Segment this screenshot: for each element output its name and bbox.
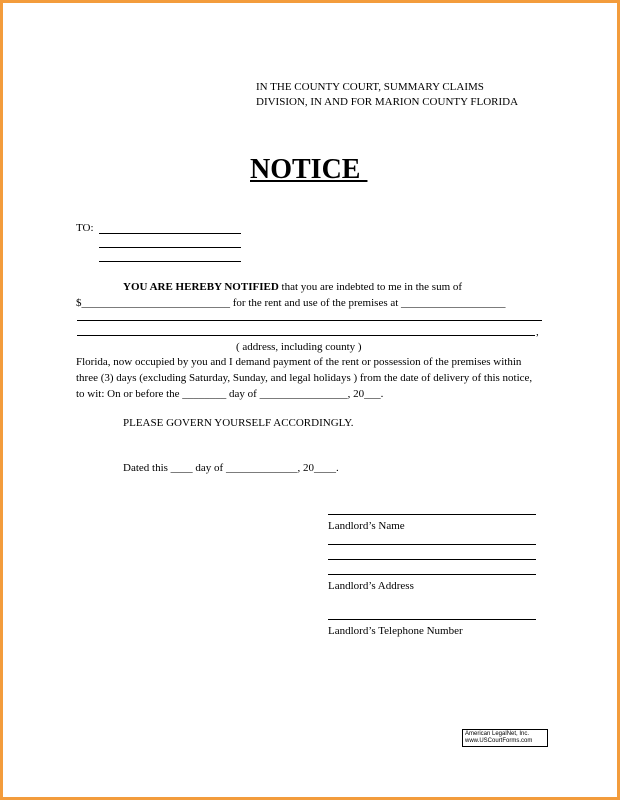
to-blank-line-2[interactable] [99, 247, 241, 248]
landlord-name-line[interactable] [328, 514, 536, 515]
publisher-url: www.USCourtForms.com [465, 738, 533, 744]
landlord-name-label: Landlord’s Name [328, 520, 405, 532]
to-blank-line-1[interactable] [99, 233, 241, 234]
landlord-phone-label: Landlord’s Telephone Number [328, 625, 463, 637]
premises-blank-line-1[interactable] [77, 320, 542, 321]
amount-line: $___________________________ for the rent and use of the premises at ___________________ [76, 297, 506, 309]
address-comma: , [536, 326, 539, 338]
body-line-1: Florida, now occupied by you and I demand payment of the rent or possession of the premises within [76, 356, 522, 368]
govern-statement: PLEASE GOVERN YOURSELF ACCORDINGLY. [123, 417, 354, 429]
landlord-address-label: Landlord’s Address [328, 580, 414, 592]
body-line-3: to wit: On or before the ________ day of ________________, 20___. [76, 388, 384, 400]
dated-line: Dated this ____ day of _____________, 20____. [123, 462, 339, 474]
to-blank-line-3[interactable] [99, 261, 241, 262]
notice-lead-rest: that you are indebted to me in the sum of [278, 281, 463, 293]
landlord-phone-line[interactable] [328, 619, 536, 620]
publisher-stamp [462, 729, 548, 747]
court-heading-line1: IN THE COUNTY COURT, SUMMARY CLAIMS [256, 81, 484, 93]
notice-lead-bold: YOU ARE HEREBY NOTIFIED [123, 281, 279, 293]
landlord-address-line-2[interactable] [328, 559, 536, 560]
court-heading-line2: DIVISION, IN AND FOR MARION COUNTY FLORIDA [256, 96, 519, 108]
notice-intro [123, 280, 462, 294]
landlord-address-line-1[interactable] [328, 544, 536, 545]
page-title: NOTICE [250, 154, 368, 185]
address-hint: ( address, including county ) [236, 341, 362, 353]
landlord-address-line-3[interactable] [328, 574, 536, 575]
publisher-name: American LegalNet, Inc. [465, 731, 530, 737]
to-label: TO: [76, 222, 94, 234]
premises-blank-line-2[interactable] [77, 335, 535, 336]
body-line-2: three (3) days (excluding Saturday, Sunday, and legal holidays ) from the date of delivery of this notice, [76, 372, 533, 384]
